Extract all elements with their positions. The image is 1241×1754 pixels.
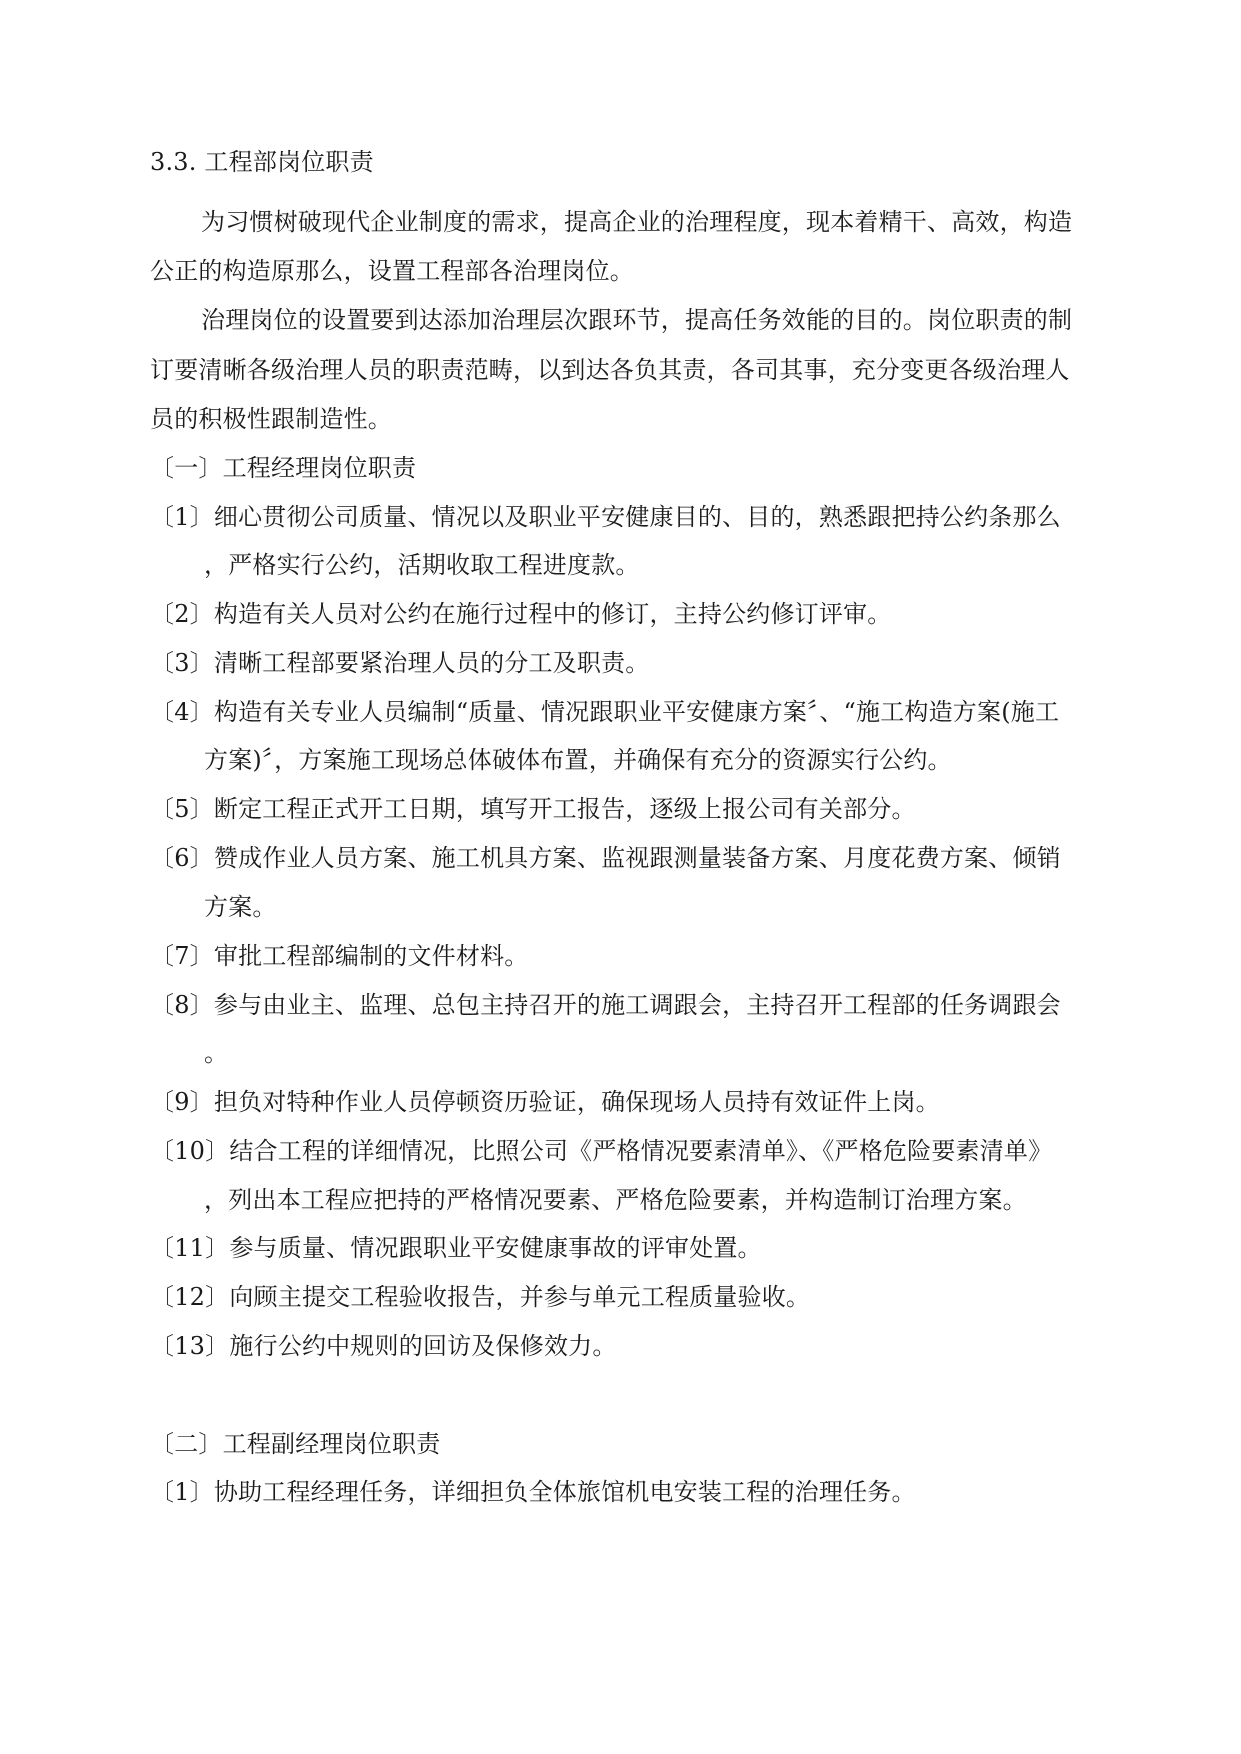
list-item-continuation: 方案)〞，方案施工现场总体破体布置，并确保有充分的资源实行公约。 [204, 746, 952, 774]
list-item: 〔1〕细心贯彻公司质量、情况以及职业平安健康目的、目的，熟悉跟把持公约条那么 [150, 503, 1061, 531]
section-heading: 3.3. 工程部岗位职责 [150, 148, 374, 176]
list-item: 〔13〕施行公约中规则的回访及保修效力。 [150, 1332, 617, 1360]
list-item: 〔5〕断定工程正式开工日期，填写开工报告，逐级上报公司有关部分。 [150, 795, 916, 823]
list-item-continuation: 。 [204, 1039, 229, 1067]
list-item: 〔8〕参与由业主、监理、总包主持召开的施工调跟会，主持召开工程部的任务调跟会 [150, 991, 1061, 1019]
list-item-continuation: ，严格实行公约，活期收取工程进度款。 [204, 551, 640, 579]
intro-paragraph-1-line-2: 公正的构造原那么，设置工程部各治理岗位。 [150, 257, 634, 285]
list-item: 〔7〕审批工程部编制的文件材料。 [150, 942, 529, 970]
list-item: 〔10〕结合工程的详细情况，比照公司《严格情况要素清单》、《严格危险要素清单》 [150, 1137, 1053, 1165]
intro-paragraph-1-line-1: 为习惯树破现代企业制度的需求，提高企业的治理程度，现本着精干、高效，构造 [201, 208, 1073, 236]
intro-paragraph-2-line-2: 订要清晰各级治理人员的职责范畴，以到达各负其责，各司其事，充分变更各级治理人 [150, 356, 1070, 384]
intro-paragraph-2-line-1: 治理岗位的设置要到达添加治理层次跟环节，提高任务效能的目的。岗位职责的制 [201, 306, 1073, 334]
section-1-heading: 〔一〕工程经理岗位职责 [150, 454, 417, 482]
list-item: 〔9〕担负对特种作业人员停顿资历验证，确保现场人员持有效证件上岗。 [150, 1088, 940, 1116]
section-2-heading: 〔二〕工程副经理岗位职责 [150, 1430, 441, 1458]
list-item: 〔12〕向顾主提交工程验收报告，并参与单元工程质量验收。 [150, 1283, 811, 1311]
list-item: 〔4〕构造有关专业人员编制“质量、情况跟职业平安健康方案〞、“施工构造方案(施工 [150, 698, 1060, 726]
list-item: 〔11〕参与质量、情况跟职业平安健康事故的评审处置。 [150, 1234, 762, 1262]
intro-paragraph-2-line-3: 员的积极性跟制造性。 [150, 405, 392, 433]
list-item: 〔2〕构造有关人员对公约在施行过程中的修订，主持公约修订评审。 [150, 600, 892, 628]
list-item-continuation: 方案。 [204, 893, 277, 921]
list-item-continuation: ，列出本工程应把持的严格情况要素、严格危险要素，并构造制订治理方案。 [204, 1186, 1027, 1214]
list-item: 〔6〕赞成作业人员方案、施工机具方案、监视跟测量装备方案、月度花费方案、倾销 [150, 844, 1061, 872]
list-item: 〔1〕协助工程经理任务，详细担负全体旅馆机电安装工程的治理任务。 [150, 1478, 916, 1506]
list-item: 〔3〕清晰工程部要紧治理人员的分工及职责。 [150, 649, 650, 677]
